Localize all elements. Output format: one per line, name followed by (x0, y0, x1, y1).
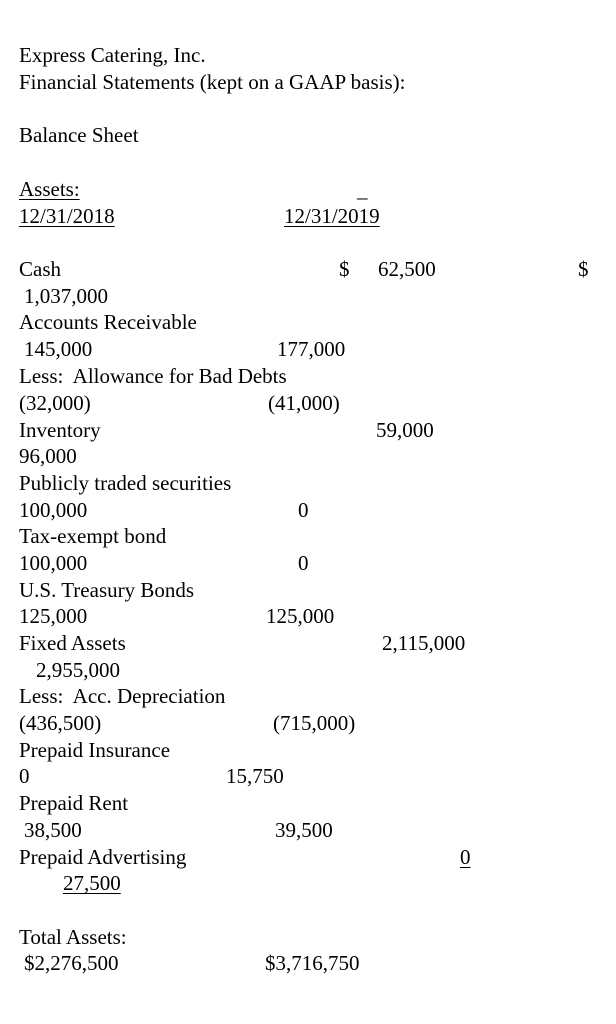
rent-2019: 39,500 (275, 818, 333, 842)
total-assets-label: Total Assets: (19, 925, 127, 949)
cash-2018: 1,037,000 (24, 284, 108, 308)
treasury-2018: 125,000 (19, 604, 88, 628)
depreciation-label: Less: Acc. Depreciation (19, 684, 226, 708)
fixed-assets-2018: 2,955,000 (36, 658, 120, 682)
inventory-2019: 59,000 (376, 418, 434, 442)
column-date-2019: 12/31/2019 (284, 204, 380, 228)
taxexempt-2018: 100,000 (19, 551, 88, 575)
header-dash: _ (357, 178, 368, 202)
insurance-2018: 0 (19, 764, 30, 788)
inventory-label: Inventory (19, 418, 101, 442)
cash-2019: 62,500 (378, 257, 436, 281)
allowance-2019: (41,000) (268, 391, 340, 415)
insurance-label: Prepaid Insurance (19, 738, 171, 762)
assets-heading: Assets: (19, 177, 80, 201)
treasury-label: U.S. Treasury Bonds (19, 578, 195, 602)
advertising-2018: 27,500 (63, 871, 121, 895)
statement-title: Balance Sheet (19, 123, 139, 147)
advertising-2019: 0 (460, 845, 471, 869)
ar-label: Accounts Receivable (19, 310, 197, 334)
insurance-2019: 15,750 (226, 764, 284, 788)
ar-2019: 177,000 (277, 337, 346, 361)
company-name: Express Catering, Inc. (19, 43, 206, 67)
fixed-assets-label: Fixed Assets (19, 631, 126, 655)
depreciation-2019: (715,000) (273, 711, 356, 735)
allowance-label: Less: Allowance for Bad Debts (19, 364, 287, 388)
ar-2018: 145,000 (24, 337, 93, 361)
treasury-2019: 125,000 (266, 604, 335, 628)
rent-label: Prepaid Rent (19, 791, 129, 815)
fixed-assets-2019: 2,115,000 (382, 631, 466, 655)
advertising-label: Prepaid Advertising (19, 845, 187, 869)
securities-2019: 0 (298, 498, 309, 522)
total-assets-2018: $2,276,500 (24, 951, 119, 975)
rent-2018: 38,500 (24, 818, 82, 842)
taxexempt-2019: 0 (298, 551, 309, 575)
total-assets-2019: $3,716,750 (265, 951, 360, 975)
column-date-2018: 12/31/2018 (19, 204, 115, 228)
depreciation-2018: (436,500) (19, 711, 102, 735)
statement-subtitle: Financial Statements (kept on a GAAP basis): (19, 70, 406, 94)
cash-dollar-sign: $ (339, 257, 350, 281)
allowance-2018: (32,000) (19, 391, 91, 415)
taxexempt-label: Tax-exempt bond (19, 524, 167, 548)
securities-label: Publicly traded securities (19, 471, 232, 495)
inventory-2018: 96,000 (19, 444, 77, 468)
cash-dollar-sign-2: $ (578, 257, 589, 281)
securities-2018: 100,000 (19, 498, 88, 522)
cash-label: Cash (19, 257, 61, 281)
